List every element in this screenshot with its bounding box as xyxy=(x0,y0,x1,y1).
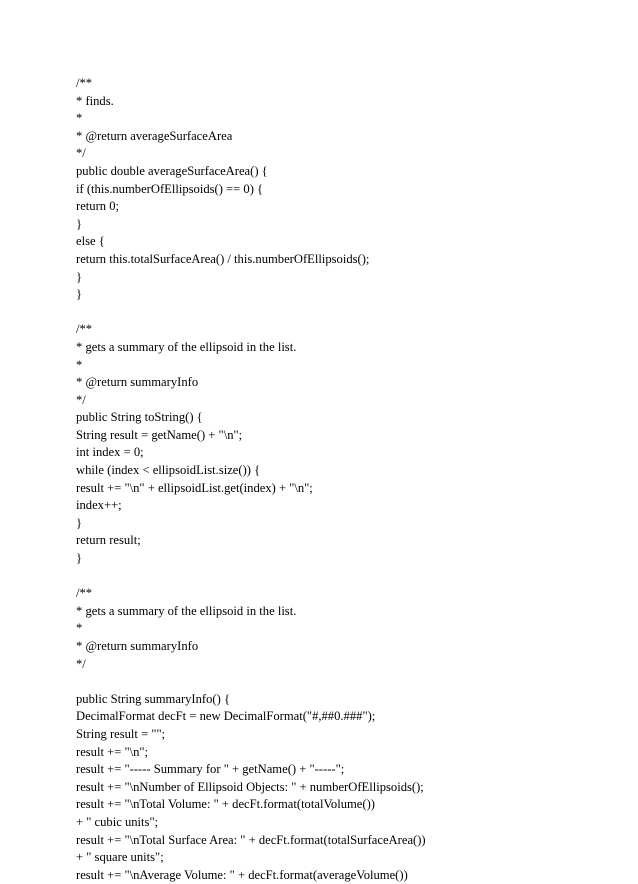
blank-line xyxy=(76,568,616,586)
code-line: } xyxy=(76,551,83,566)
code-line: return 0; xyxy=(76,199,120,214)
code-line: result += "\n" + ellipsoidList.get(index) + "\n"; xyxy=(76,480,313,495)
code-line: * xyxy=(76,111,83,126)
code-line: + " cubic units"; xyxy=(76,814,159,829)
code-line: result += "\nTotal Surface Area: " + decFt.format(totalSurfaceArea()) xyxy=(76,832,426,847)
code-line: * @return summaryInfo xyxy=(76,375,199,390)
blank-line xyxy=(76,673,616,691)
code-line: String result = ""; xyxy=(76,726,166,741)
code-line: while (index < ellipsoidList.size()) { xyxy=(76,463,261,478)
code-line: } xyxy=(76,287,83,302)
code-line: DecimalFormat decFt = new DecimalFormat("#,##0.###"); xyxy=(76,709,376,724)
code-line: result += "\nNumber of Ellipsoid Objects: " + numberOfEllipsoids(); xyxy=(76,779,424,794)
code-line: * @return averageSurfaceArea xyxy=(76,128,233,143)
code-line: result += "----- Summary for " + getName() + "-----"; xyxy=(76,762,345,777)
code-line: } xyxy=(76,515,83,530)
code-line: if (this.numberOfEllipsoids() == 0) { xyxy=(76,181,264,196)
code-line: */ xyxy=(76,656,86,671)
blank-line xyxy=(76,304,616,322)
code-line: /** xyxy=(76,322,93,337)
code-line: * finds. xyxy=(76,93,114,108)
code-line: */ xyxy=(76,146,86,161)
code-line: result += "\n"; xyxy=(76,744,149,759)
code-line: else { xyxy=(76,234,105,249)
code-line: int index = 0; xyxy=(76,445,144,460)
code-line: return this.totalSurfaceArea() / this.numberOfEllipsoids(); xyxy=(76,251,370,266)
code-line: result += "\nAverage Volume: " + decFt.format(averageVolume()) xyxy=(76,867,408,882)
document-page xyxy=(76,75,616,884)
code-line: */ xyxy=(76,392,86,407)
code-line: return result; xyxy=(76,533,141,548)
code-line: public String toString() { xyxy=(76,410,203,425)
code-line: * gets a summary of the ellipsoid in the list. xyxy=(76,603,297,618)
code-line: public double averageSurfaceArea() { xyxy=(76,163,268,178)
code-line: * @return summaryInfo xyxy=(76,639,199,653)
code-line: /** xyxy=(76,76,93,90)
code-line: result += "\nTotal Volume: " + decFt.format(totalVolume()) xyxy=(76,797,375,812)
code-line: } xyxy=(76,216,83,231)
code-line: + " square units"; xyxy=(76,850,164,865)
code-line: public String summaryInfo() { xyxy=(76,691,230,706)
code-line: * xyxy=(76,357,83,372)
code-line: index++; xyxy=(76,498,122,513)
code-line: String result = getName() + "\n"; xyxy=(76,427,243,442)
code-line: * gets a summary of the ellipsoid in the list. xyxy=(76,339,297,354)
code-line: /** xyxy=(76,586,93,601)
code-line: * xyxy=(76,621,83,636)
code-line: } xyxy=(76,269,83,284)
